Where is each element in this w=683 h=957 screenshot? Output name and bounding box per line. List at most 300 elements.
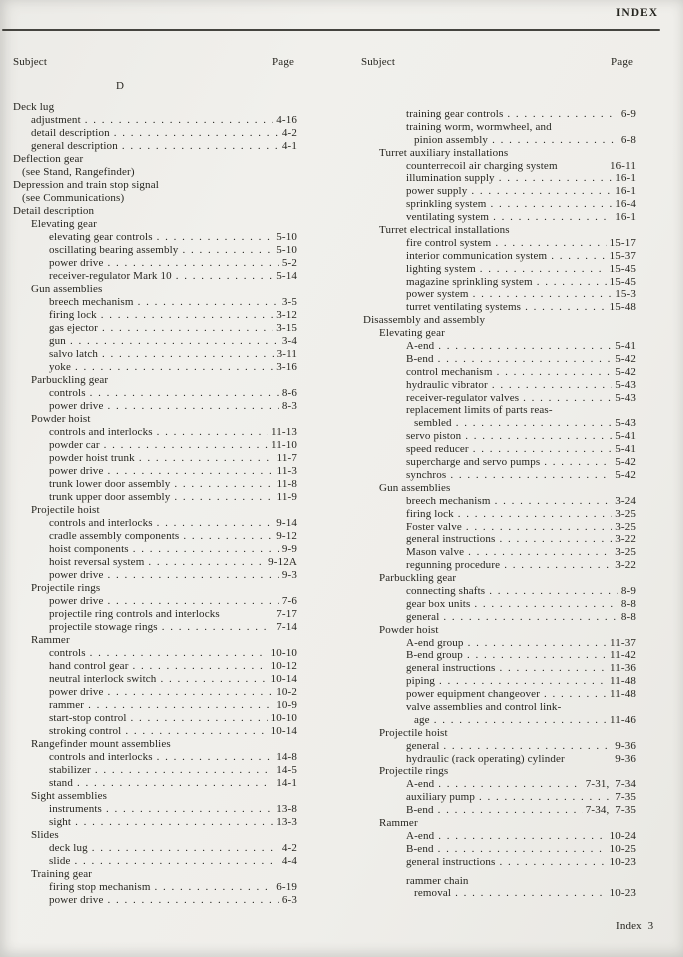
- entry-page: 16-1: [615, 211, 636, 224]
- index-entry: [13, 348, 297, 361]
- dot-leader: [471, 185, 612, 198]
- entry-text: turret ventilating systems: [406, 301, 522, 314]
- index-entry: [13, 751, 297, 764]
- entry-text: power system: [406, 288, 469, 301]
- entry-text: ventilating system: [406, 211, 490, 224]
- entry-text: power drive: [49, 595, 104, 607]
- index-entry: [361, 443, 636, 456]
- dot-leader: [473, 288, 613, 301]
- entry-page: 5-10: [276, 231, 297, 243]
- entry-page: 3-22: [615, 533, 636, 546]
- entry-text: Rammer: [379, 816, 418, 829]
- entry-text: power drive: [49, 257, 104, 269]
- entry-page: 4-1: [281, 140, 297, 152]
- col-header-page: Page: [611, 56, 633, 68]
- entry-page: 3-16: [276, 361, 297, 373]
- entry-text: general: [406, 610, 440, 623]
- index-entry: [13, 777, 297, 790]
- entry-page: 10-10: [270, 647, 297, 659]
- entry-text: Projectile hoist: [379, 726, 448, 739]
- entry-text: general instructions: [406, 662, 496, 675]
- dot-leader: [480, 263, 607, 276]
- dot-leader: [443, 740, 612, 753]
- entry-page: 8-8: [620, 610, 636, 623]
- entry-page: 7-35: [615, 791, 636, 804]
- dot-leader: [489, 585, 618, 598]
- entry-page: 9-3: [281, 569, 297, 581]
- entry-text: Parbuckling gear: [31, 374, 109, 386]
- entry-page: 6-3: [281, 894, 297, 906]
- entry-text: age: [414, 713, 430, 726]
- index-entry: [361, 887, 636, 900]
- entry-text: controls: [49, 387, 86, 399]
- entry-text: firing lock: [406, 507, 454, 520]
- entry-text: rammer: [49, 699, 85, 711]
- entry-page: 15-48: [609, 301, 636, 314]
- index-entry: [361, 469, 636, 482]
- index-entry: [13, 894, 297, 907]
- dot-leader: [70, 335, 279, 348]
- index-entry: [13, 218, 297, 231]
- entry-page: 5-10: [276, 244, 297, 256]
- index-entry: [13, 322, 297, 335]
- index-entry: [361, 740, 636, 753]
- entry-text: speed reducer: [406, 443, 469, 456]
- dot-leader: [155, 881, 274, 894]
- dot-leader: [438, 353, 613, 366]
- entry-page: 15-37: [609, 249, 636, 262]
- index-entry: [13, 309, 297, 322]
- entry-text: B-end: [406, 804, 434, 817]
- index-entry: [361, 804, 636, 817]
- entry-text: stroking control: [49, 725, 122, 737]
- entry-page: 3-25: [615, 507, 636, 520]
- index-entry: [13, 634, 297, 647]
- entry-page: 5-43: [615, 391, 636, 404]
- dot-leader: [176, 270, 273, 283]
- page-footer: Index 3: [616, 920, 654, 932]
- index-entry: [361, 392, 636, 405]
- entry-page: 5-42: [615, 456, 636, 469]
- entry-text: receiver-regulator Mark 10: [49, 270, 172, 282]
- index-entry: [361, 314, 636, 327]
- entry-text: sembled: [414, 417, 452, 430]
- dot-leader: [439, 675, 607, 688]
- index-entry: [13, 712, 297, 725]
- index-entry: [361, 508, 636, 521]
- entry-text: Rammer: [31, 634, 70, 646]
- entry-text: firing stop mechanism: [49, 881, 151, 893]
- dot-leader: [160, 673, 267, 686]
- section-letter: D: [115, 80, 125, 92]
- dot-leader: [507, 108, 617, 121]
- entry-page: 13-8: [276, 803, 297, 815]
- dot-leader: [75, 816, 273, 829]
- entry-text: Training gear: [31, 868, 93, 880]
- index-entry: [13, 569, 297, 582]
- dot-leader: [125, 725, 267, 738]
- index-entry: [361, 108, 636, 121]
- entry-text: B-end: [406, 842, 434, 855]
- entry-page: 5-42: [615, 468, 636, 481]
- entry-text: controls and interlocks: [49, 426, 153, 438]
- entry-text: Powder hoist: [379, 623, 439, 636]
- index-entry: [361, 843, 636, 856]
- entry-text: detail description: [31, 127, 110, 139]
- col-header-subject: Subject: [361, 56, 396, 68]
- entry-text: hand control gear: [49, 660, 129, 672]
- entry-text: B-end group: [406, 649, 463, 662]
- index-entry: [361, 482, 636, 495]
- entry-text: general instructions: [406, 855, 496, 868]
- entry-text: Deck lug: [13, 101, 55, 113]
- index-entry: [13, 257, 297, 270]
- entry-page: 10-24: [609, 829, 636, 842]
- entry-page: 5-41: [615, 340, 636, 353]
- entry-text: training worm, wormwheel, and: [406, 120, 552, 133]
- entry-text: rammer chain: [406, 874, 469, 887]
- entry-page: 10-25: [609, 842, 636, 855]
- entry-page: 3-5: [281, 296, 297, 308]
- index-entry: [13, 816, 297, 829]
- entry-text: power drive: [49, 686, 104, 698]
- dot-leader: [90, 647, 268, 660]
- index-entry: [13, 452, 297, 465]
- entry-page: 11-3: [276, 465, 297, 477]
- entry-text: breech mechanism: [406, 494, 491, 507]
- entry-page: 7-17: [276, 608, 297, 620]
- index-entry: [13, 608, 297, 621]
- index-entry: [13, 738, 297, 751]
- entry-page: 5-2: [281, 257, 297, 269]
- index-entry: [13, 127, 297, 140]
- index-entry: [13, 764, 297, 777]
- dot-leader: [525, 301, 606, 314]
- index-entry: [361, 830, 636, 843]
- entry-text: stand: [49, 777, 73, 789]
- entry-text: Parbuckling gear: [379, 572, 457, 585]
- dot-leader: [504, 559, 612, 572]
- entry-page: 11-37: [609, 636, 636, 649]
- entry-page: 10-23: [609, 887, 636, 900]
- entry-text: Slides: [31, 829, 59, 841]
- dot-leader: [75, 361, 273, 374]
- dot-leader: [108, 686, 274, 699]
- dot-leader: [499, 856, 606, 869]
- entry-text: salvo latch: [49, 348, 98, 360]
- dot-leader: [493, 211, 612, 224]
- index-entry: [13, 140, 297, 153]
- index-entry: [361, 263, 636, 276]
- entry-page: 15-17: [609, 236, 636, 249]
- entry-text: hydraulic (rack operating) cylinder: [406, 752, 565, 765]
- index-entry: [13, 517, 297, 530]
- entry-page: 11-7: [276, 452, 297, 464]
- dot-leader: [537, 276, 607, 289]
- dot-leader: [148, 556, 265, 569]
- entry-text: Elevating gear: [31, 218, 97, 230]
- index-entry: [13, 725, 297, 738]
- dot-leader: [499, 533, 612, 546]
- index-entry: [361, 675, 636, 688]
- entry-page: 8-6: [281, 387, 297, 399]
- index-entry: [361, 456, 636, 469]
- entry-page: 10-23: [609, 855, 636, 868]
- entry-page: 6-8: [620, 133, 636, 146]
- entry-text: Detail description: [13, 205, 95, 217]
- entry-text: yoke: [49, 361, 71, 373]
- entry-page: 10-12: [270, 660, 297, 672]
- column-left: [13, 56, 297, 907]
- entry-text: sprinkling system: [406, 198, 487, 211]
- entry-text: sight: [49, 816, 72, 828]
- entry-text: projectile stowage rings: [49, 621, 158, 633]
- entry-text: counterrecoil air charging system: [406, 159, 558, 172]
- entry-page: 5-42: [615, 365, 636, 378]
- index-entry: [13, 855, 297, 868]
- index-entry: [13, 101, 297, 114]
- entry-text: firing lock: [49, 309, 97, 321]
- index-entry: [13, 582, 297, 595]
- entry-page: 3-12: [276, 309, 297, 321]
- dot-leader: [85, 114, 273, 127]
- entry-text: A-end: [406, 778, 435, 791]
- entry-page: 3-15: [276, 322, 297, 334]
- entry-text: Depression and train stop signal: [13, 179, 159, 191]
- entry-text: Projectile rings: [31, 582, 101, 594]
- entry-page: 15-3: [615, 288, 636, 301]
- index-entry: [13, 244, 297, 257]
- entry-text: Turret electrical installations: [379, 224, 510, 237]
- dot-leader: [499, 662, 607, 675]
- entry-text: general: [406, 739, 440, 752]
- index-entry: [361, 533, 636, 546]
- entry-page: 14-5: [276, 764, 297, 776]
- entry-page: 3-4: [281, 335, 297, 347]
- index-entry: [361, 521, 636, 534]
- dot-leader: [468, 546, 612, 559]
- entry-page: 9-36: [615, 752, 636, 765]
- index-entry: [361, 147, 636, 160]
- entry-text: auxiliary pump: [406, 791, 476, 804]
- entry-page: 11-48: [609, 675, 636, 688]
- index-entry: [361, 559, 636, 572]
- index-entry: [13, 829, 297, 842]
- entry-page: 11-10: [270, 439, 297, 451]
- entry-page: 14-8: [276, 751, 297, 763]
- dot-leader: [438, 830, 606, 843]
- dot-leader: [479, 791, 612, 804]
- index-entry: [361, 366, 636, 379]
- entry-page: 3-22: [615, 559, 636, 572]
- index-entry: [361, 701, 636, 714]
- index-entry: [361, 430, 636, 443]
- entry-text: start-stop control: [49, 712, 127, 724]
- dot-leader: [523, 392, 612, 405]
- entry-text: Turret auxiliary installations: [379, 146, 509, 159]
- entry-page: 16-1: [615, 172, 636, 185]
- entry-page: 7-6: [281, 595, 297, 607]
- entry-text: training gear controls: [406, 108, 504, 120]
- dot-leader: [157, 426, 268, 439]
- entry-text: hydraulic vibrator: [406, 378, 488, 391]
- entry-text: A-end group: [406, 636, 464, 649]
- dot-leader: [139, 452, 274, 465]
- dot-leader: [438, 804, 583, 817]
- dot-leader: [438, 843, 607, 856]
- index-entry: [13, 283, 297, 296]
- index-entry: [361, 301, 636, 314]
- index-entry: [13, 842, 297, 855]
- entry-text: Projectile hoist: [31, 504, 100, 516]
- entry-page: 3-11: [276, 348, 297, 360]
- dot-leader: [75, 855, 279, 868]
- entry-text: (see Communications): [22, 192, 125, 204]
- entry-page: 11-46: [609, 713, 636, 726]
- index-entry: [13, 478, 297, 491]
- entry-page: 5-41: [615, 430, 636, 443]
- entry-page: 4-2: [281, 127, 297, 139]
- entry-text: cradle assembly components: [49, 530, 180, 542]
- dot-leader: [95, 764, 273, 777]
- entry-text: adjustment: [31, 114, 81, 126]
- entry-page: 16-1: [615, 185, 636, 198]
- dot-leader: [182, 244, 273, 257]
- page-header-index: INDEX: [615, 7, 658, 19]
- index-entry: [361, 276, 636, 289]
- entry-page: 5-41: [615, 443, 636, 456]
- index-entry: [361, 404, 636, 417]
- index-entry: [361, 288, 636, 301]
- dot-leader: [162, 621, 274, 634]
- dot-leader: [108, 400, 279, 413]
- entry-text: (see Stand, Rangefinder): [22, 166, 135, 178]
- entry-text: Sight assemblies: [31, 790, 108, 802]
- index-entry: [361, 417, 636, 430]
- index-entry: [361, 727, 636, 740]
- entry-page: 5-43: [615, 378, 636, 391]
- entry-page: 9-12A: [268, 556, 297, 568]
- entry-page: 11-13: [270, 426, 297, 438]
- index-entries-left: [13, 101, 297, 907]
- index-entry: [361, 340, 636, 353]
- index-entry: [361, 765, 636, 778]
- entry-page: 7-34, 7-35: [585, 804, 636, 817]
- index-entry: [13, 790, 297, 803]
- dot-leader: [544, 456, 612, 469]
- index-entry: [361, 198, 636, 211]
- col-header-subject: Subject: [13, 56, 48, 68]
- index-entry: [13, 504, 297, 517]
- entry-page: 11-42: [609, 649, 636, 662]
- dot-leader: [108, 595, 279, 608]
- index-entry: [13, 491, 297, 504]
- index-entry: [361, 211, 636, 224]
- entry-page: 16-4: [615, 198, 636, 211]
- dot-leader: [458, 508, 612, 521]
- entry-text: Projectile rings: [379, 765, 449, 778]
- dot-leader: [174, 491, 273, 504]
- index-entry: [13, 179, 297, 192]
- entry-text: controls and interlocks: [49, 751, 153, 763]
- index-entry: [13, 231, 297, 244]
- entry-text: A-end: [406, 829, 435, 842]
- index-entry: [361, 379, 636, 392]
- entry-page: 3-24: [615, 494, 636, 507]
- entry-text: Foster valve: [406, 520, 462, 533]
- dot-leader: [88, 699, 273, 712]
- column-right-header: [361, 56, 636, 69]
- entry-text: servo piston: [406, 430, 462, 443]
- index-entry: [361, 327, 636, 340]
- entry-text: trunk lower door assembly: [49, 478, 171, 490]
- index-entry: [13, 556, 297, 569]
- dot-leader: [133, 543, 279, 556]
- entry-text: control mechanism: [406, 365, 493, 378]
- index-entry: [361, 598, 636, 611]
- index-entry: [361, 649, 636, 662]
- index-entry: [13, 387, 297, 400]
- dot-leader: [443, 611, 617, 624]
- entry-text: Disassembly and assembly: [363, 314, 486, 327]
- dot-leader: [108, 465, 274, 478]
- column-left-header: [13, 56, 297, 69]
- dot-leader: [465, 430, 612, 443]
- entry-page: 5-14: [276, 270, 297, 282]
- entry-page: 8-3: [281, 400, 297, 412]
- entry-page: 5-43: [615, 417, 636, 430]
- index-entry: [13, 465, 297, 478]
- index-entry: [361, 224, 636, 237]
- header-rule: [2, 29, 660, 31]
- dot-leader: [544, 688, 607, 701]
- entry-text: Deflection gear: [13, 153, 84, 165]
- entry-page: 14-1: [276, 777, 297, 789]
- dot-leader: [183, 530, 273, 543]
- entry-text: projectile ring controls and interlocks: [49, 608, 220, 620]
- index-entry: [13, 413, 297, 426]
- index-entry: [361, 572, 636, 585]
- dot-leader: [102, 322, 273, 335]
- index-entry: [361, 353, 636, 366]
- dot-leader: [551, 250, 606, 263]
- entry-page: 3-25: [615, 520, 636, 533]
- dot-leader: [456, 417, 613, 430]
- entry-text: fire control system: [406, 236, 492, 249]
- entry-text: A-end: [406, 340, 435, 353]
- index-entry: [13, 595, 297, 608]
- entry-text: valve assemblies and control link-: [406, 700, 562, 713]
- dot-leader: [450, 469, 612, 482]
- dot-leader: [106, 803, 273, 816]
- index-entry: [361, 637, 636, 650]
- entry-text: general description: [31, 140, 118, 152]
- entry-text: magazine sprinkling system: [406, 275, 533, 288]
- index-entry: [13, 192, 297, 205]
- entry-text: B-end: [406, 352, 434, 365]
- entry-text: pinion assembly: [414, 133, 489, 146]
- index-entry: [361, 185, 636, 198]
- dot-leader: [497, 366, 613, 379]
- dot-leader: [466, 521, 612, 534]
- entry-page: 9-14: [276, 517, 297, 529]
- entry-text: supercharge and servo pumps: [406, 456, 541, 469]
- entry-text: receiver-regulator valves: [406, 391, 520, 404]
- entry-text: gear box units: [406, 597, 471, 610]
- index-entry: [13, 686, 297, 699]
- dot-leader: [492, 134, 618, 147]
- entry-page: 4-2: [281, 842, 297, 854]
